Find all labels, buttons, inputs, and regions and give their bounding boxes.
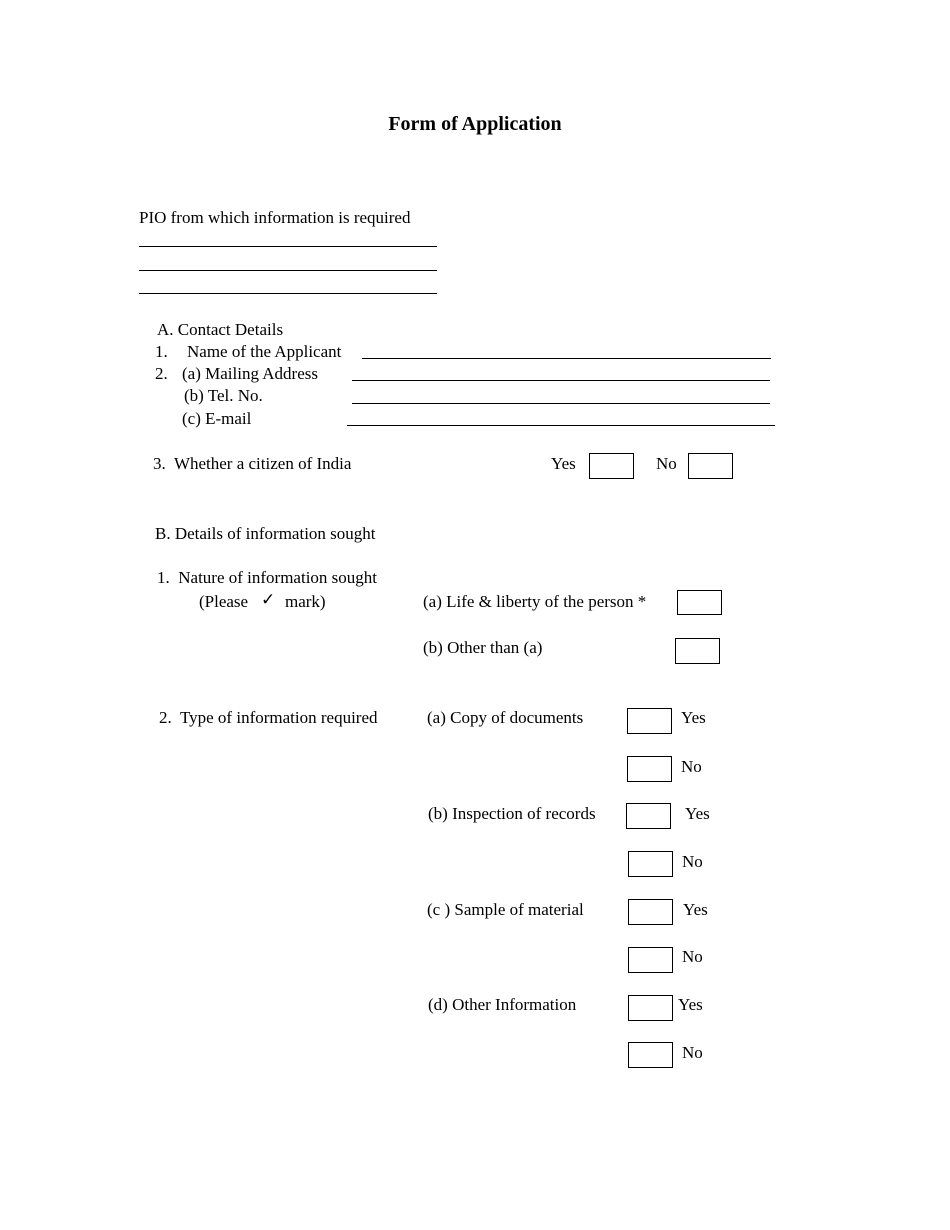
type-sample-no-label: No bbox=[682, 947, 703, 966]
mailing-address-field[interactable] bbox=[352, 380, 770, 381]
option-life-liberty-label: (a) Life & liberty of the person * bbox=[423, 592, 647, 611]
tel-field[interactable] bbox=[352, 403, 770, 404]
type-other-yes-label: Yes bbox=[678, 995, 703, 1014]
type-inspection-yes-checkbox[interactable] bbox=[626, 803, 671, 829]
pio-line-3[interactable] bbox=[139, 293, 437, 294]
type-copy-no-label: No bbox=[681, 757, 702, 776]
section-a-heading: A. Contact Details bbox=[157, 320, 284, 339]
type-inspection-yes-label: Yes bbox=[685, 804, 710, 823]
type-other-no-label: No bbox=[682, 1043, 703, 1062]
type-copy-yes-checkbox[interactable] bbox=[627, 708, 672, 734]
option-life-liberty-checkbox[interactable] bbox=[677, 590, 722, 615]
email-label: (c) E-mail bbox=[182, 409, 252, 428]
type-other-yes-checkbox[interactable] bbox=[628, 995, 673, 1021]
type-sample-no-checkbox[interactable] bbox=[628, 947, 673, 973]
option-other-checkbox[interactable] bbox=[675, 638, 720, 664]
type-label: 2. Type of information required bbox=[159, 708, 378, 727]
please-prefix: (Please bbox=[199, 592, 249, 611]
pio-line-1[interactable] bbox=[139, 246, 437, 247]
type-inspection-label: (b) Inspection of records bbox=[428, 804, 596, 823]
check-mark-icon: ✓ bbox=[261, 590, 276, 609]
pio-label: PIO from which information is required bbox=[139, 208, 411, 227]
mailing-address-label: (a) Mailing Address bbox=[182, 364, 318, 383]
type-other-label: (d) Other Information bbox=[428, 995, 577, 1014]
item1-number: 1. bbox=[155, 342, 168, 361]
citizen-no-checkbox[interactable] bbox=[688, 453, 733, 479]
pio-line-2[interactable] bbox=[139, 270, 437, 271]
option-other-label: (b) Other than (a) bbox=[423, 638, 543, 657]
please-suffix: mark) bbox=[285, 592, 326, 611]
citizen-question: 3. Whether a citizen of India bbox=[153, 454, 352, 473]
section-b-heading: B. Details of information sought bbox=[155, 524, 376, 543]
type-copy-label: (a) Copy of documents bbox=[427, 708, 584, 727]
type-sample-label: (c ) Sample of material bbox=[427, 900, 584, 919]
email-field[interactable] bbox=[347, 425, 775, 426]
item2-number: 2. bbox=[155, 364, 168, 383]
type-sample-yes-checkbox[interactable] bbox=[628, 899, 673, 925]
type-inspection-no-label: No bbox=[682, 852, 703, 871]
type-sample-yes-label: Yes bbox=[683, 900, 708, 919]
applicant-name-field[interactable] bbox=[362, 358, 771, 359]
page-title: Form of Application bbox=[388, 113, 562, 135]
citizen-yes-checkbox[interactable] bbox=[589, 453, 634, 479]
type-inspection-no-checkbox[interactable] bbox=[628, 851, 673, 877]
citizen-yes-label: Yes bbox=[551, 454, 576, 473]
type-copy-yes-label: Yes bbox=[681, 708, 706, 727]
tel-label: (b) Tel. No. bbox=[184, 386, 263, 405]
applicant-name-label: Name of the Applicant bbox=[187, 342, 342, 361]
type-other-no-checkbox[interactable] bbox=[628, 1042, 673, 1068]
nature-label: 1. Nature of information sought bbox=[157, 568, 378, 587]
type-copy-no-checkbox[interactable] bbox=[627, 756, 672, 782]
citizen-no-label: No bbox=[656, 454, 677, 473]
